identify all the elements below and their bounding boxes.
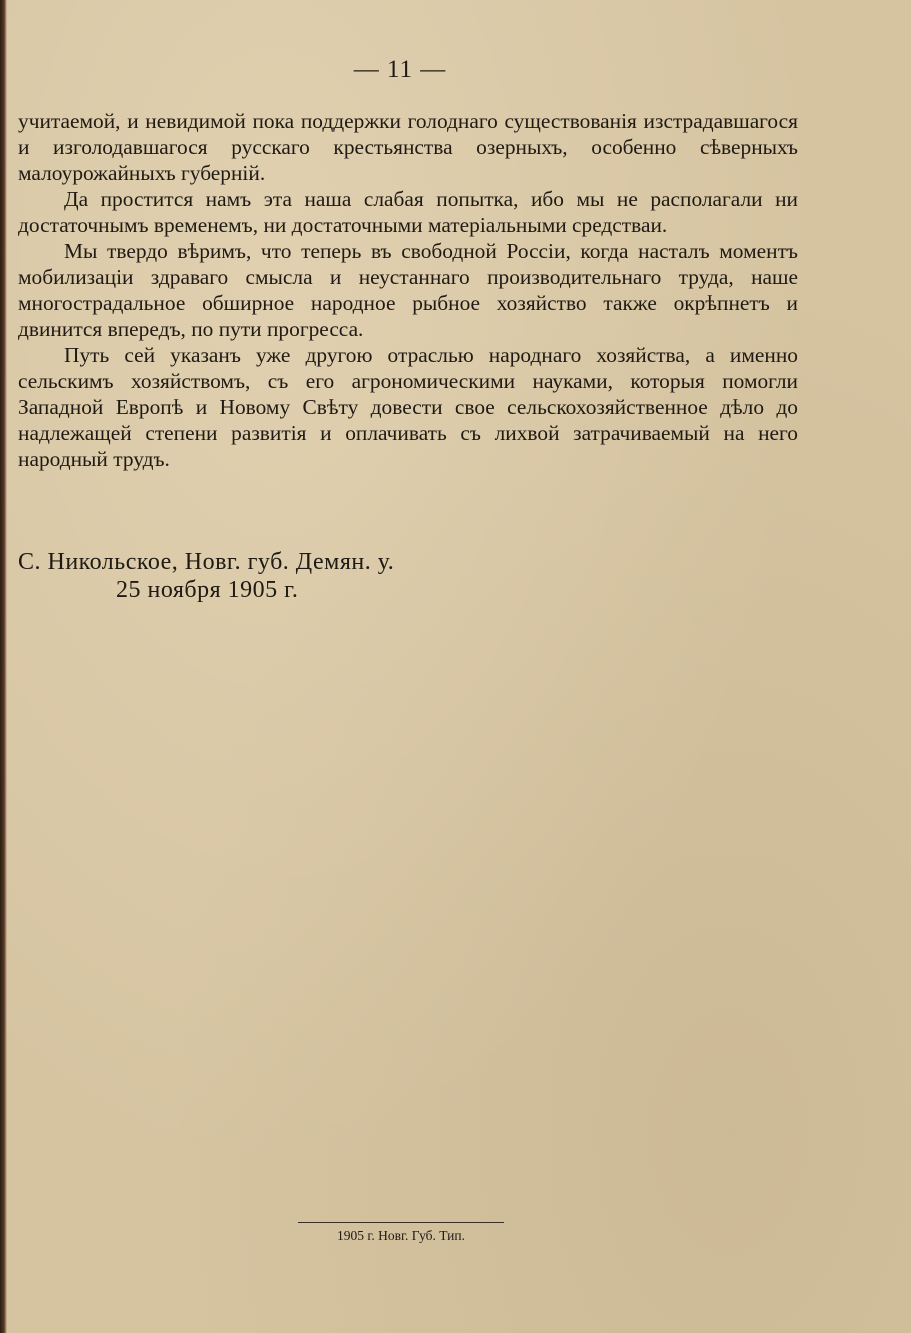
paragraph-4: Путь сей указанъ уже другою отраслью народнаго хозяйства, а именно сельскимъ хозяйствомъ, съ его агрономическими науками, которыя помогли Западной Европѣ и Новому Свѣту довести свое сельскохозяйственное дѣло до надлежащей степени развитія и оплачивать съ лихвой затрачиваемый на него народный трудъ. (18, 343, 798, 471)
printer-footer: 1905 г. Новг. Губ. Тип. (337, 1228, 465, 1243)
footer-divider (298, 1222, 504, 1223)
signature-block (18, 548, 518, 604)
page-binding-edge (0, 0, 7, 1333)
signature-date: 25 ноября 1905 г. (116, 577, 299, 603)
paragraph-1: учитаемой, и невидимой пока поддержки голоднаго существованія изстрадавшагося и изголодавшагося русскаго крестьянства озерныхъ, особенно сѣверныхъ малоурожайныхъ губерній. (18, 109, 798, 185)
body-text (18, 108, 798, 472)
page-number: — 11 — (353, 56, 447, 83)
paragraph-2: Да простится намъ эта наша слабая попытка, ибо мы не располагали ни достаточнымъ временемъ, ни достаточными матеріальными средстваи. (18, 187, 798, 237)
paragraph-3: Мы твердо вѣримъ, что теперь въ свободной Россіи, когда насталъ моментъ мобилизаціи здраваго смысла и неустаннаго производительнаго труда, наше многострадальное обширное народное рыбное хозяйство также окрѣпнетъ и двинится впередъ, по пути прогресса. (18, 239, 798, 341)
signature-place: С. Никольское, Новг. губ. Демян. у. (18, 549, 395, 575)
